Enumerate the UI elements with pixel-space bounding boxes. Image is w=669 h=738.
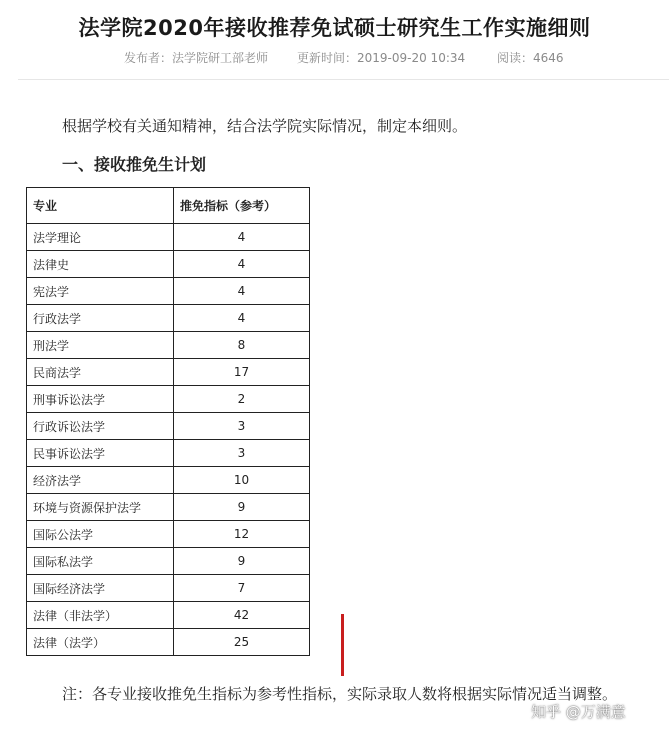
cell-major: 行政诉讼法学 (27, 413, 174, 440)
table-body (27, 224, 310, 656)
cell-major: 环境与资源保护法学 (27, 494, 174, 521)
table-row (27, 305, 310, 332)
cell-major: 法学理论 (27, 224, 174, 251)
cell-quota: 4 (174, 278, 310, 305)
table-row (27, 548, 310, 575)
cell-major: 法律（非法学） (27, 602, 174, 629)
cell-major: 民商法学 (27, 359, 174, 386)
table-row (27, 467, 310, 494)
article-title: 法学院2020年接收推荐免试硕士研究生工作实施细则 (78, 16, 591, 40)
cell-major: 刑法学 (27, 332, 174, 359)
cell-quota: 17 (174, 359, 310, 386)
cell-major: 法律（法学） (27, 629, 174, 656)
table-row (27, 602, 310, 629)
cell-quota: 4 (174, 251, 310, 278)
table-row (27, 359, 310, 386)
cell-quota: 3 (174, 413, 310, 440)
meta-publisher: 发布者：法学院研工部老师 (124, 51, 269, 65)
table-row (27, 575, 310, 602)
cell-major: 国际私法学 (27, 548, 174, 575)
section-heading: 一、接收推免生计划 (62, 155, 207, 174)
table-row (27, 440, 310, 467)
meta-updated-time: 更新时间：2019-09-20 10:34 (297, 51, 466, 65)
meta-view-count: 阅读：4646 (497, 51, 564, 65)
cell-quota: 2 (174, 386, 310, 413)
watermark: 知乎 @万满意 (531, 703, 626, 721)
cell-quota: 9 (174, 548, 310, 575)
cell-quota: 4 (174, 224, 310, 251)
header-major: 专业 (27, 188, 174, 224)
table-row (27, 224, 310, 251)
table-row (27, 332, 310, 359)
cell-major: 行政法学 (27, 305, 174, 332)
cell-quota: 3 (174, 440, 310, 467)
cell-quota: 4 (174, 305, 310, 332)
cell-quota: 25 (174, 629, 310, 656)
table-row (27, 521, 310, 548)
table-row (27, 251, 310, 278)
header-divider (18, 79, 669, 80)
table-row (27, 629, 310, 656)
table-row (27, 386, 310, 413)
cell-quota: 42 (174, 602, 310, 629)
note-paragraph: 注：各专业接收推免生指标为参考性指标，实际录取人数将根据实际情况适当调整。 (62, 685, 618, 703)
quota-table (26, 187, 310, 656)
cell-major: 刑事诉讼法学 (27, 386, 174, 413)
cell-major: 宪法学 (27, 278, 174, 305)
cell-major: 经济法学 (27, 467, 174, 494)
cell-major: 法律史 (27, 251, 174, 278)
cell-major: 民事诉讼法学 (27, 440, 174, 467)
cell-quota: 10 (174, 467, 310, 494)
table-header-row (27, 188, 310, 224)
red-annotation-mark (341, 614, 344, 676)
header-quota: 推免指标（参考） (174, 188, 310, 224)
cell-quota: 9 (174, 494, 310, 521)
table-row (27, 494, 310, 521)
cell-major: 国际经济法学 (27, 575, 174, 602)
table-row (27, 278, 310, 305)
cell-quota: 12 (174, 521, 310, 548)
intro-paragraph: 根据学校有关通知精神，结合法学院实际情况，制定本细则。 (62, 117, 468, 135)
cell-quota: 7 (174, 575, 310, 602)
table-row (27, 413, 310, 440)
cell-major: 国际公法学 (27, 521, 174, 548)
cell-quota: 8 (174, 332, 310, 359)
